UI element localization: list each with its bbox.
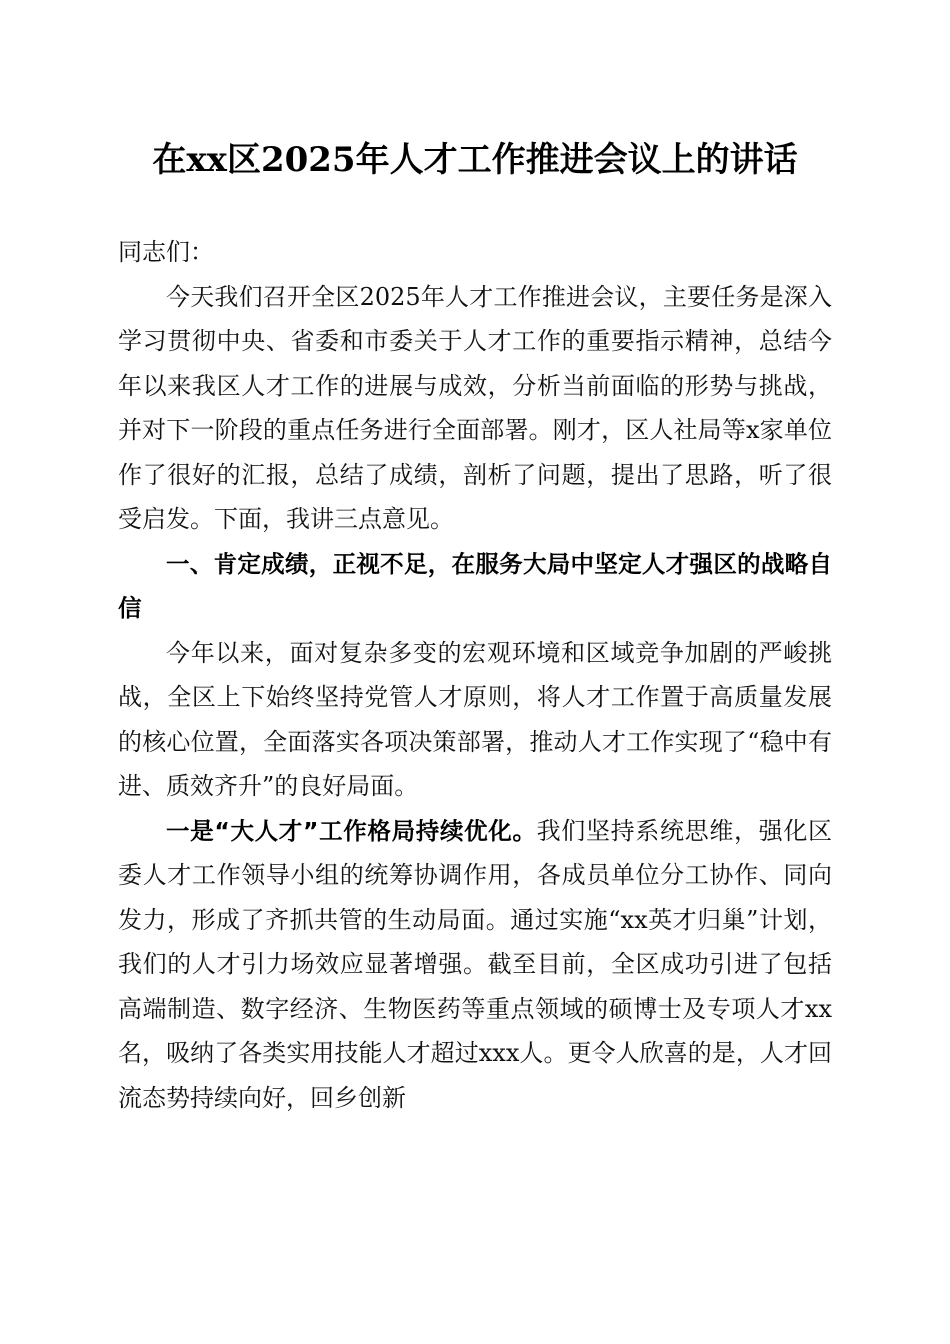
- point-1-text: 我们坚持系统思维，强化区委人才工作领导小组的统筹协调作用，各成员单位分工协作、同向发力，形成了齐抓共管的生动局面。通过实施“xx英才归巢”计划，我们的人才引力场效应显著增强。截至目前，全区成功引进了包括高端制造、数字经济、生物医药等重点领域的硕博士及专项人才xx名，吸纳了各类实用技能人才超过xxx人。更令人欣喜的是，人才回流态势持续向好，回乡创新: [118, 816, 833, 1112]
- section-1-heading: 一、肯定成绩，正视不足，在服务大局中坚定人才强区的战略自信: [118, 549, 832, 622]
- intro-paragraph: 今天我们召开全区2025年人才工作推进会议，主要任务是深入学习贯彻中央、省委和市委关于人才工作的重要指示精神，总结今年以来我区人才工作的进展与成效，分析当前面临的形势与挑战，并对下一阶段的重点任务进行全面部署。刚才，区人社局等x家单位作了很好的汇报，总结了成绩，剖析了问题，提出了思路，听了很受启发。下面，我讲三点意见。: [118, 282, 832, 533]
- point-1-lead: 一是“大人才”工作格局持续优化。: [166, 816, 537, 845]
- point-1-paragraph: [118, 809, 832, 1121]
- document-body: [118, 230, 832, 1120]
- salutation: 同志们：: [118, 238, 214, 266]
- document-title: 在xx区2025年人才工作推进会议上的讲话: [152, 140, 798, 180]
- section-1-paragraph: 今年以来，面对复杂多变的宏观环境和区域竞争加剧的严峻挑战，全区上下始终坚持党管人才原则，将人才工作置于高质量发展的核心位置，全面落实各项决策部署，推动人才工作实现了“稳中有进、质效齐升”的良好局面。: [118, 638, 832, 800]
